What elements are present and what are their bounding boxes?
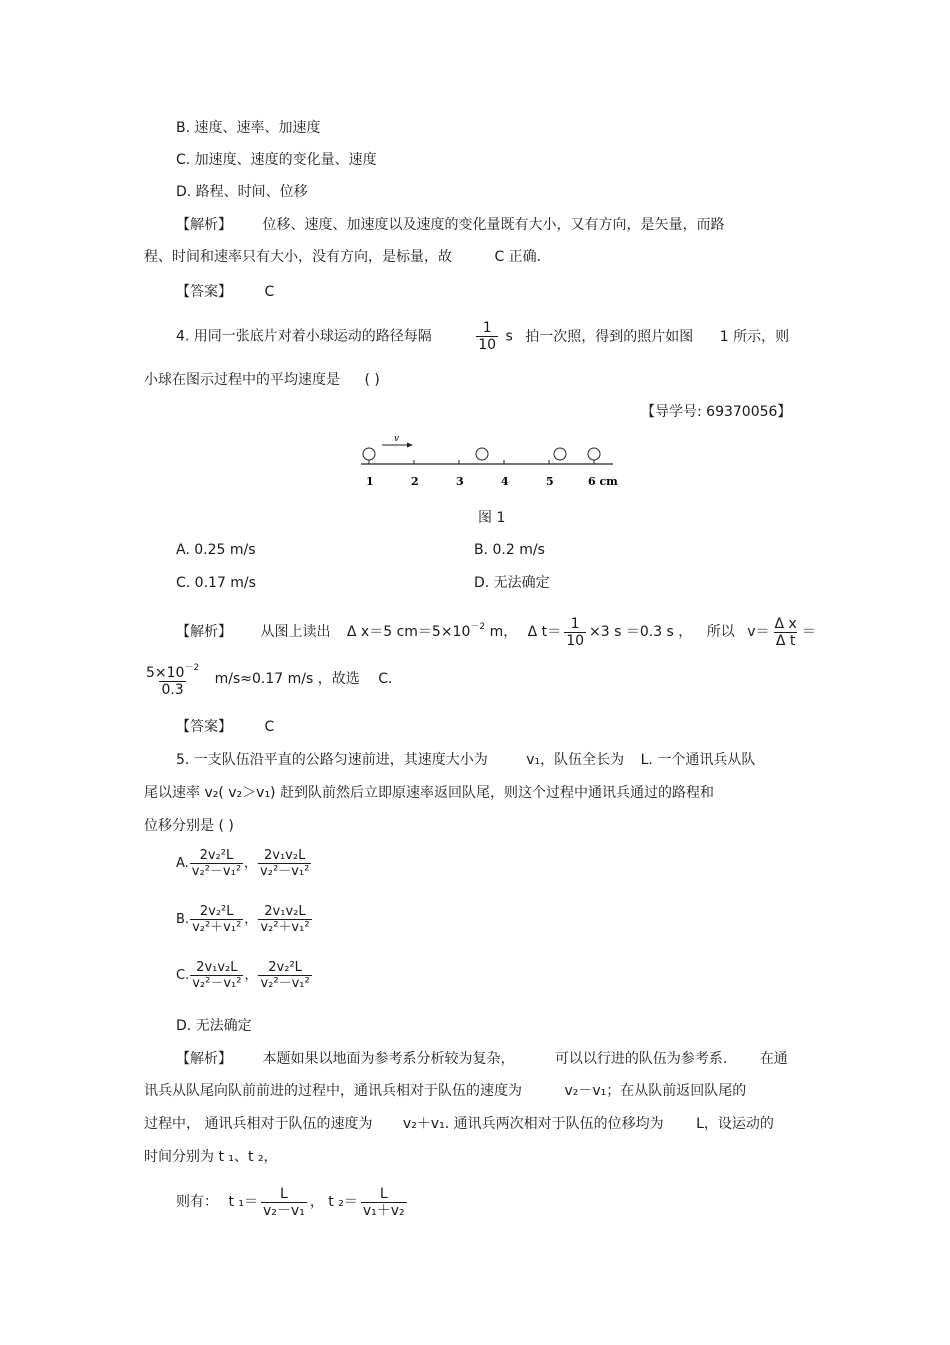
analysis-text: 所以 <box>706 624 735 640</box>
q5-analysis-line3 <box>144 1114 774 1134</box>
time-expr-rest: ×3 s ＝0.3 s ， <box>589 624 693 640</box>
figure-caption: 图 1 <box>478 510 506 526</box>
option-fraction <box>190 848 243 879</box>
q5-stem-line3: 位移分别是 ( ) <box>144 818 234 834</box>
analysis-label: 【解析】 <box>176 624 232 640</box>
q3-analysis-line1 <box>176 215 724 235</box>
analysis-text: 本题如果以地面为参考系分析较为复杂， <box>262 1051 515 1067</box>
t1-expr: t ₁＝ <box>228 1194 259 1210</box>
answer-value: C <box>264 719 275 735</box>
fraction-denominator: v₂²－v₁² <box>260 864 310 879</box>
q4-stem-line2 <box>144 370 380 390</box>
displacement-unit: m， <box>489 624 518 640</box>
q5-stem-text: L. 一个通讯兵从队 <box>640 752 756 768</box>
q3-option-b: B. 速度、速率、加速度 <box>176 120 321 136</box>
ball-position-3 <box>554 448 566 460</box>
q5-stem-text: v₁，队伍全长为 <box>526 752 625 768</box>
fraction-denominator: 10 <box>566 632 585 649</box>
q4-stem-line1 <box>176 320 789 353</box>
q5-stem-line1 <box>176 750 755 770</box>
q5-stem-line2: 尾以速率 v₂( v₂＞v₁) 赶到队前然后立即原速率返回队尾，则这个过程中通讯兵通过的路程和 <box>144 785 714 801</box>
fraction-denominator: 10 <box>478 337 497 353</box>
q4-option-a: A. 0.25 m/s <box>176 542 256 558</box>
analysis-text: 位移、速度、加速度以及速度的变化量既有大小，又有方向，是矢量，而路 <box>262 217 725 233</box>
analysis-label: 【解析】 <box>176 1051 232 1067</box>
q3-analysis-line2 <box>144 247 541 267</box>
equals-sign: ＝ <box>801 624 816 640</box>
guide-number: 【导学号: 69370056】 <box>641 404 792 420</box>
option-fraction <box>190 904 243 935</box>
result-choice: C. <box>378 671 393 687</box>
q4-stem-text: 1 所示，则 <box>719 328 790 345</box>
analysis-text: L，设运动的 <box>696 1116 774 1132</box>
velocity-expr: v＝ <box>747 624 770 640</box>
ball-position-2 <box>476 448 488 460</box>
q4-option-b: B. 0.2 m/s <box>474 542 545 558</box>
q5-analysis-line2 <box>144 1081 746 1101</box>
q4-option-c: C. 0.17 m/s <box>176 575 256 591</box>
analysis-label: 【解析】 <box>176 217 232 233</box>
tick-label: 1 <box>366 475 374 488</box>
analysis-text: 从图上读出 <box>260 624 331 640</box>
q5-equation <box>176 1182 410 1222</box>
q3-answer <box>176 282 274 302</box>
option-label: B. <box>176 912 190 927</box>
fraction-denominator: 0.3 <box>161 682 184 698</box>
result-fraction <box>144 660 201 698</box>
q3-option-c: C. 加速度、速度的变化量、速度 <box>176 152 377 168</box>
fraction-numerator: 2v₂²L <box>199 848 234 863</box>
answer-blank: ( ) <box>364 372 380 388</box>
velocity-label: v <box>394 434 400 444</box>
time-expr: Δ t＝ <box>527 624 562 640</box>
t2-fraction <box>361 1186 407 1219</box>
fraction-numerator: 1 <box>570 615 580 632</box>
tick-label: 4 <box>501 475 509 488</box>
fraction-numerator <box>144 660 201 681</box>
result-numerator: 5×10 <box>146 665 185 681</box>
fraction-numerator: 2v₂²L <box>199 904 234 919</box>
analysis-text: C 正确. <box>494 249 542 265</box>
interval-unit: s <box>505 328 513 345</box>
fraction-denominator: v₂²－v₁² <box>191 864 242 879</box>
analysis-text: v₂＋v₁. 通讯兵两次相对于队伍的位移均为 <box>402 1116 664 1132</box>
q5-stem-text: 5. 一支队伍沿平直的公路匀速前进，其速度大小为 <box>176 752 488 768</box>
result-text: m/s≈0.17 m/s ，故选 <box>214 671 360 687</box>
velocity-fraction <box>773 616 799 649</box>
analysis-text: 讯兵从队尾向队前前进的过程中，通讯兵相对于队伍的速度为 <box>144 1083 522 1099</box>
fraction-numerator: L <box>379 1185 388 1202</box>
tick-label: 3 <box>456 475 464 488</box>
fraction-numerator: 2v₁v₂L <box>264 848 306 863</box>
analysis-text: 过程中， 通讯兵相对于队伍的速度为 <box>144 1116 373 1132</box>
fraction-numerator: 2v₁v₂L <box>196 960 238 975</box>
q5-option-c <box>176 960 313 991</box>
analysis-text: 程、时间和速率只有大小，没有方向，是标量，故 <box>144 249 452 265</box>
answer-label: 【答案】 <box>176 284 232 300</box>
q3-option-d: D. 路程、时间、位移 <box>176 184 308 200</box>
fraction-denominator: v₂²＋v₁² <box>260 920 310 935</box>
q4-stem-text: 4. 用同一张底片对着小球运动的路径每隔 <box>176 328 432 345</box>
t2-expr: ， t ₂＝ <box>309 1194 358 1210</box>
q5-analysis-line1 <box>176 1049 788 1069</box>
fraction-denominator: v₁＋v₂ <box>362 1202 405 1219</box>
ball-position-1 <box>363 448 375 460</box>
fraction-denominator: v₂－v₁ <box>263 1202 305 1219</box>
q4-analysis-line2 <box>144 660 392 698</box>
option-label: A. <box>176 856 189 871</box>
option-fraction <box>190 960 243 991</box>
velocity-arrowhead <box>407 443 413 448</box>
analysis-text: 则有： <box>176 1194 218 1210</box>
separator: ， <box>244 856 258 871</box>
fraction-denominator: v₂²＋v₁² <box>192 920 242 935</box>
t1-fraction <box>261 1186 307 1219</box>
separator: ， <box>244 912 258 927</box>
q4-stem-text: 拍一次照，得到的照片如图 <box>525 328 694 345</box>
option-fraction <box>258 960 311 991</box>
fraction-numerator: 2v₂²L <box>268 960 302 975</box>
tick-label: 2 <box>411 475 419 488</box>
q5-option-a <box>176 848 312 879</box>
q5-option-b <box>176 904 313 935</box>
analysis-text: v₂－v₁；在从队前返回队尾的 <box>564 1083 747 1099</box>
q4-stem-text: 小球在图示过程中的平均速度是 <box>144 372 340 388</box>
q5-analysis-line4: 时间分别为 t ₁、t ₂， <box>144 1149 278 1165</box>
option-fraction <box>258 848 311 879</box>
analysis-text: 在通 <box>759 1051 788 1067</box>
separator: ， <box>244 968 258 983</box>
analysis-text: 可以以行进的队伍为参考系. <box>554 1051 728 1067</box>
displacement-expr: Δ x＝5 cm＝5×10 <box>346 624 471 640</box>
tick-label: 6 cm <box>588 475 618 488</box>
fraction-denominator: v₂²－v₁² <box>260 976 310 991</box>
answer-label: 【答案】 <box>176 719 232 735</box>
fraction-numerator: L <box>280 1185 288 1202</box>
q4-option-d: D. 无法确定 <box>474 575 550 591</box>
exponent: －2 <box>470 622 486 632</box>
exponent: －2 <box>184 663 200 673</box>
fraction-numerator: 2v₁v₂L <box>264 904 306 919</box>
q4-answer <box>176 717 274 737</box>
time-fraction <box>564 616 586 649</box>
q4-analysis-line1 <box>176 610 816 649</box>
fraction-numerator: 1 <box>482 320 492 336</box>
interval-fraction <box>476 320 498 353</box>
option-fraction <box>258 904 311 935</box>
option-label: C. <box>176 968 190 983</box>
q5-option-d: D. 无法确定 <box>176 1018 252 1034</box>
fraction-denominator: v₂²－v₁² <box>192 976 242 991</box>
fraction-denominator: Δ t <box>775 632 796 649</box>
figure-1-ball-path <box>355 430 625 492</box>
tick-label: 5 <box>546 475 554 488</box>
fraction-numerator: Δ x <box>774 615 797 632</box>
ball-position-4 <box>588 448 600 460</box>
answer-value: C <box>264 284 275 300</box>
